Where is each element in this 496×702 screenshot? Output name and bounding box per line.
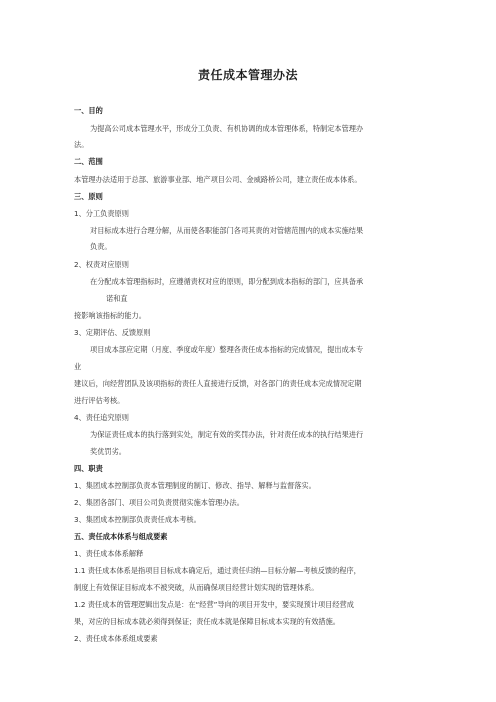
paragraph-line: 负责。 [90,242,112,251]
paragraph-line: 1、集团成本控制部负责本管理制度的制订、修改、指导、解释与监督落实。 [74,481,316,490]
document-title: 责任成本管理办法 [197,68,298,82]
section-heading-principles: 三、原则 [74,192,103,201]
paragraph-line: 在分配成本管理指标时，应遵循责权对应的原则，即分配到成本指标的部门，应具备承 [90,277,364,286]
section-heading-scope: 二、范围 [74,157,103,166]
subsection-heading: 2、权责对应原则 [74,260,129,269]
paragraph-line: 对目标成本进行合理分解，从而使各职能部门各司其责的对管辖范围内的成本实施结果 [90,226,364,235]
paragraph-line: 1.1 责任成本体系是指项目目标成本确定后，通过责任归纳—目标分解—考核反馈的程序， [74,566,361,575]
paragraph-line: 1.2 责任成本的管理逻辑出发点是：在“经营”导向的项目开发中，要实现预计项目经营成 [74,600,354,609]
section-heading-responsibilities: 四、职责 [74,464,103,473]
paragraph-line: 为保证责任成本的执行落到实处，制定有效的奖罚办法，针对责任成本的执行结果进行 [90,430,364,439]
subsection-heading: 1、分工负责原则 [74,209,129,218]
paragraph-line: 为提高公司成本管理水平，形成分工负责、有机协调的成本管理体系，特制定本管理办 [90,124,364,133]
subsection-heading: 1、责任成本体系解释 [74,549,144,558]
paragraph-line: 制度上有效保证目标成本不被突破，从而确保项目经营计划实现的管理体系。 [74,583,319,592]
paragraph-line: 进行评估考核。 [74,396,125,405]
paragraph-line: 项目成本部应定期（月度、季度或年度）整理各责任成本指标的完成情况，提出成本专 [90,345,364,354]
section-heading-purpose: 一、目的 [74,106,103,115]
paragraph-line: 2、集团各部门、项目公司负责贯彻实施本管理办法。 [74,498,244,507]
paragraph-line: 接影响该指标的能力。 [74,311,146,320]
paragraph-line: 果，对应的目标成本就必须得到保证；责任成本就是保障目标成本实现的有效措施。 [74,617,340,626]
paragraph-line: 诺和直 [106,294,128,303]
paragraph-line: 3、集团成本控制部负责责任成本考核。 [74,515,201,524]
section-heading-system: 五、责任成本体系与组成要素 [74,532,168,541]
subsection-heading: 3、定期评估、反馈原则 [74,328,151,337]
subsection-heading: 2、责任成本体系组成要素 [74,634,158,643]
paragraph-line: 法。 [74,140,89,149]
paragraph-line: 奖优罚劣。 [90,447,126,456]
paragraph-line: 本管理办法适用于总部、旅游事业部、地产项目公司、金威路桥公司，建立责任成本体系。 [74,175,362,184]
paragraph-line: 建议后，向经营团队及该项指标的责任人直接进行反馈，对各部门的责任成本完成情况定期 [74,379,362,388]
subsection-heading: 4、责任追究原则 [74,413,129,422]
paragraph-line: 业 [74,362,82,371]
